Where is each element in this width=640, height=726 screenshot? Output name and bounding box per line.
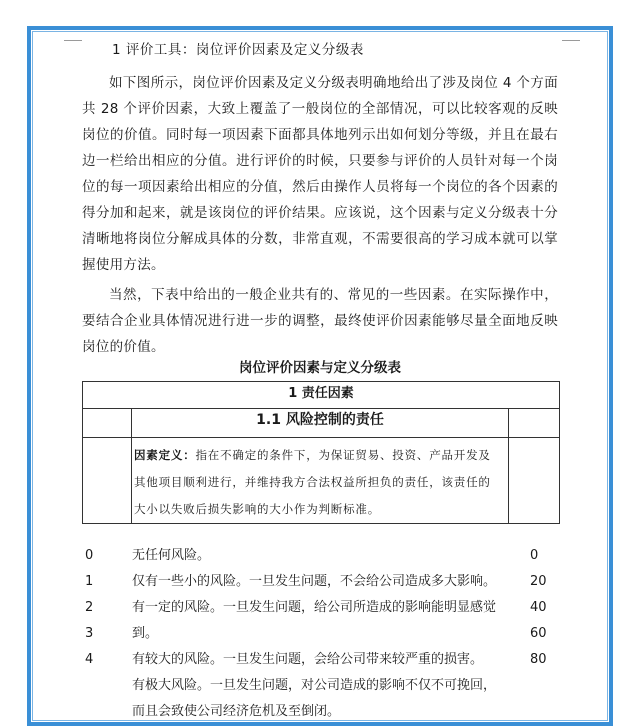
level-row <box>82 543 560 569</box>
level-row <box>82 621 560 647</box>
level-number: 4 <box>85 652 94 667</box>
subcategory-right-cell <box>509 409 560 438</box>
level-description: 无任何风险。 <box>132 548 211 563</box>
subcategory-row <box>83 409 560 438</box>
level-number: 0 <box>85 548 94 563</box>
section-heading: 1 评价工具：岗位评价因素及定义分级表 <box>112 42 364 58</box>
table-title: 岗位评价因素与定义分级表 <box>239 360 401 376</box>
level-number: 3 <box>85 626 94 641</box>
evaluation-table <box>82 381 560 524</box>
level-description: 有一定的风险。一旦发生问题，给公司所造成的影响能明显感觉 <box>132 600 497 615</box>
level-score: 80 <box>530 652 547 667</box>
definition-cell <box>132 438 509 524</box>
level-description: 到。 <box>132 626 159 641</box>
level-row <box>82 569 560 595</box>
definition-right-cell <box>509 438 560 524</box>
level-number: 1 <box>85 574 94 589</box>
subcategory-left-cell <box>83 409 132 438</box>
definition-label: 因素定义： <box>134 448 196 462</box>
level-row <box>82 595 560 621</box>
level-description: 而且会致使公司经济危机及至倒闭。 <box>132 704 341 718</box>
category-cell: 1 责任因素 <box>83 382 560 409</box>
definition-text: 指在不确定的条件下，为保证贸易、投资、产品开发及其他项目顺利进行，并维持我方合法权益所担负的责任，该责任的大小以失败后损失影响的大小作为判断标准。 <box>134 448 491 516</box>
level-description: 有较大的风险。一旦发生问题，会给公司带来较严重的损害。 <box>132 652 484 667</box>
paragraph-1: 如下图所示，岗位评价因素及定义分级表明确地给出了涉及岗位 4 个方面共 28 个评价因素，大致上覆盖了一般岗位的全部情况，可以比较客观的反映岗位的价值。同时每一项因素下面都具体地列示出如何划分等级，并且在最右边一栏给出相应的分值。进行评价的时候，只要参与评价的人员针对每一个岗位的每一项因素给出相应的分值，然后由操作人员将每一个岗位的各个因素的得分加和起来，就是该岗位的评价结果。应该说，这个因素与定义分级表十分清晰地将岗位分解成具体的分数，非常直观，不需要很高的学习成本就可以掌握使用方法。 <box>82 75 558 273</box>
margin-mark-left <box>64 22 82 41</box>
level-row <box>82 647 560 673</box>
level-description: 仅有一些小的风险。一旦发生问题，不会给公司造成多大影响。 <box>132 574 497 589</box>
level-score: 60 <box>530 626 547 641</box>
category-row <box>83 382 560 409</box>
level-row <box>82 673 560 699</box>
margin-mark-right <box>562 22 580 41</box>
document-body <box>82 40 558 360</box>
level-number: 2 <box>85 600 94 615</box>
paragraph-2: 当然，下表中给出的一般企业共有的、常见的一些因素。在实际操作中，要结合企业具体情况进行进一步的调整，最终使评价因素能够尽量全面地反映岗位的价值。 <box>82 287 558 355</box>
level-score: 40 <box>530 600 547 615</box>
definition-left-cell <box>83 438 132 524</box>
level-row <box>82 699 560 718</box>
level-score: 0 <box>530 548 539 563</box>
subcategory-cell: 1.1 风险控制的责任 <box>132 409 509 438</box>
level-description: 有极大风险。一旦发生问题，对公司造成的影响不仅不可挽回， <box>132 678 497 693</box>
level-score: 20 <box>530 574 547 589</box>
definition-row <box>83 438 560 524</box>
level-rows <box>82 543 560 718</box>
